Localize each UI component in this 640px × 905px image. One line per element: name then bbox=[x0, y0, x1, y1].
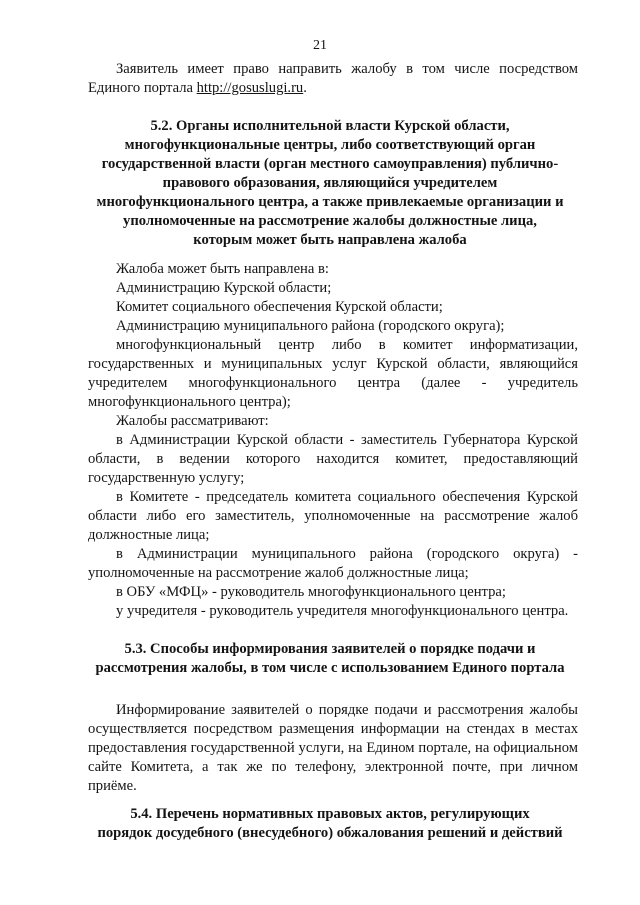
heading-line: уполномоченные на рассмотрение жалобы должностные лица, bbox=[123, 213, 537, 229]
heading-line: рассмотрения жалобы, в том числе с использованием Единого портала bbox=[95, 660, 565, 676]
paragraph: в ОБУ «МФЦ» - руководитель многофункционального центра; bbox=[116, 584, 506, 600]
heading-line: правового образования, являющийся учредителем bbox=[162, 175, 498, 191]
section-5-2-body bbox=[88, 260, 578, 621]
heading-line: многофункционального центра, а также привлекаемые организации и bbox=[96, 194, 564, 210]
page-number: 21 bbox=[313, 38, 327, 53]
intro-text-end: . bbox=[303, 80, 307, 96]
heading-line: которым может быть направлена жалоба bbox=[193, 232, 467, 248]
paragraph: Администрацию Курской области; bbox=[116, 280, 332, 296]
section-5-3-paragraph: Информирование заявителей о порядке подачи и рассмотрения жалобы осуществляется посредством размещения информации на стендах в местах предоставления государственной услуги, на Едином портале, на официальном сайте Комитета, а так же по телефону, электронной почте, при личном приёме. bbox=[88, 702, 578, 794]
heading-line: многофункциональные центры, либо соответствующий орган bbox=[124, 137, 536, 153]
heading-line: 5.2. Органы исполнительной власти Курской области, bbox=[150, 118, 510, 134]
section-5-4-heading bbox=[80, 805, 580, 843]
paragraph: Жалобы рассматривают: bbox=[116, 413, 269, 429]
gosuslugi-link[interactable]: http://gosuslugi.ru bbox=[196, 80, 304, 96]
heading-line: государственной власти (орган местного самоуправления) публично- bbox=[101, 156, 559, 172]
section-5-2-heading bbox=[80, 117, 580, 250]
paragraph: Администрацию муниципального района (городского округа); bbox=[116, 318, 505, 334]
paragraph: в Администрации Курской области - заместитель Губернатора Курской области, в ведении которого находится комитет, предоставляющий государственную услугу; bbox=[88, 432, 578, 486]
paragraph: Комитет социального обеспечения Курской области; bbox=[116, 299, 443, 315]
section-5-3-heading bbox=[80, 640, 580, 678]
paragraph: в Комитете - председатель комитета социального обеспечения Курской области либо его заместитель, уполномоченные на рассмотрение жалоб должностные лица; bbox=[88, 489, 578, 543]
paragraph: у учредителя - руководитель учредителя многофункционального центра. bbox=[116, 603, 569, 619]
paragraph: многофункциональный центр либо в комитет информатизации, государственных и муниципальных услуг Курской области, являющийся учредителем многофункционального центра (далее - учредитель многофункционального центра); bbox=[88, 337, 578, 410]
heading-line: порядок досудебного (внесудебного) обжалования решений и действий bbox=[97, 825, 563, 841]
paragraph: Жалоба может быть направлена в: bbox=[116, 261, 329, 277]
intro-paragraph bbox=[88, 60, 578, 98]
intro-text: Заявитель имеет право направить жалобу в том числе посредством Единого портала bbox=[88, 61, 578, 96]
paragraph: в Администрации муниципального района (городского округа) - уполномоченные на рассмотрение жалоб должностные лица; bbox=[88, 546, 578, 581]
heading-line: 5.3. Способы информирования заявителей о порядке подачи и bbox=[124, 641, 536, 657]
heading-line: 5.4. Перечень нормативных правовых актов, регулирующих bbox=[130, 806, 530, 822]
